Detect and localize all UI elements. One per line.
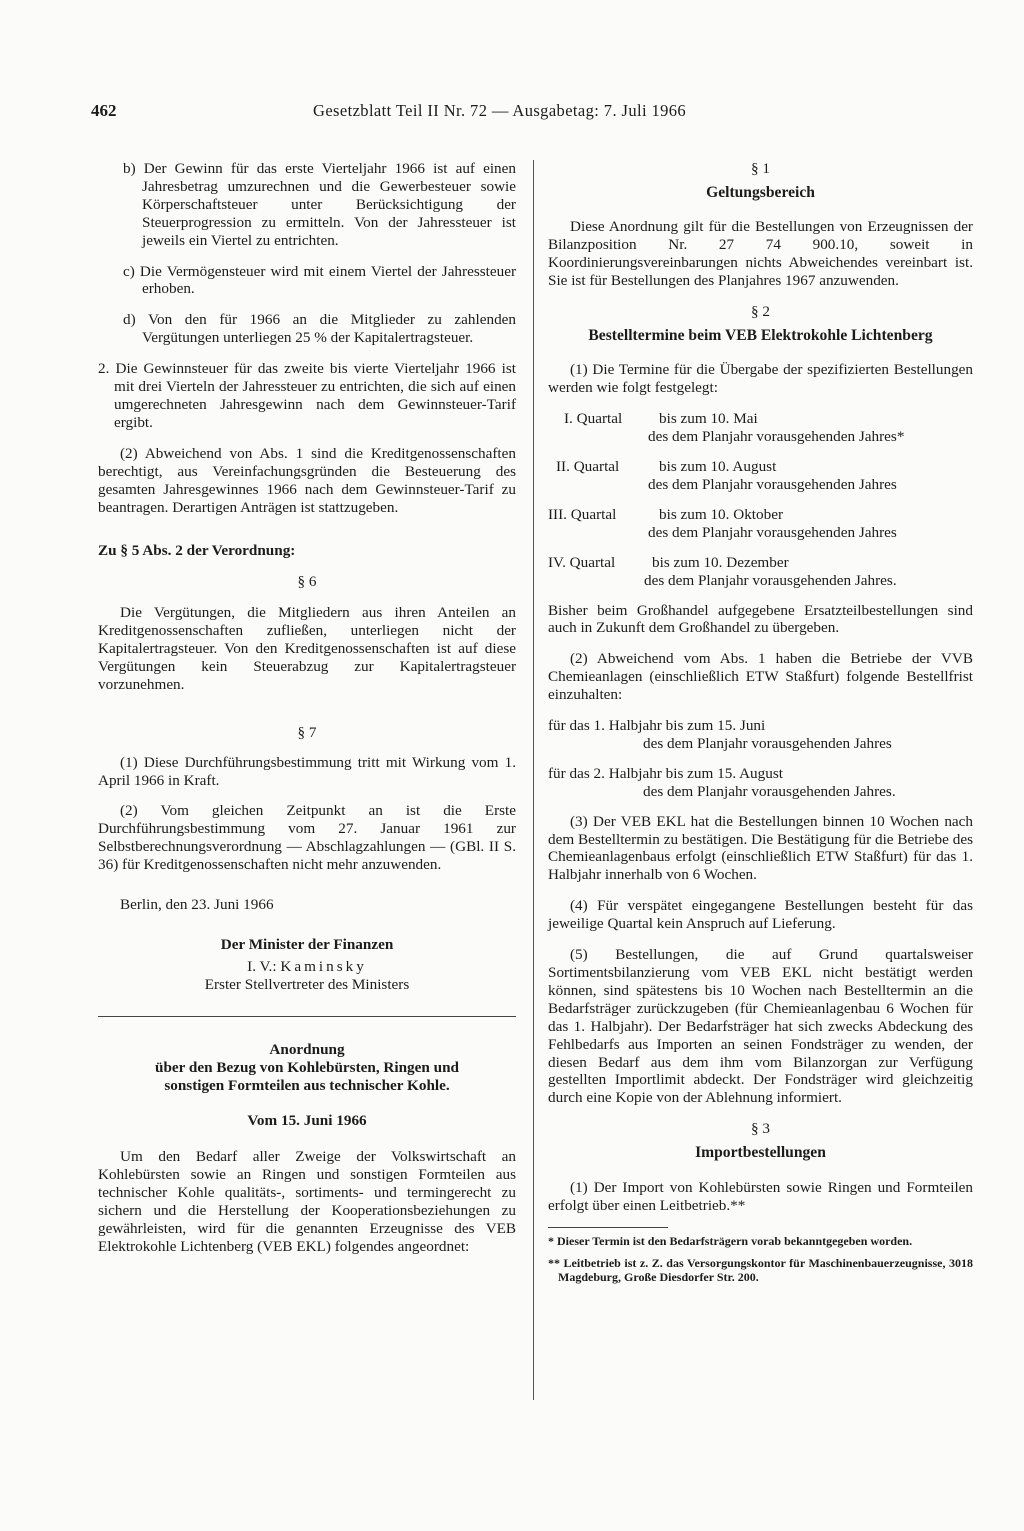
right-column <box>548 160 973 1292</box>
quarter-note: des dem Planjahr vorausgehenden Jahres* <box>648 428 905 446</box>
header-title: Gesetzblatt Teil II Nr. 72 — Ausgabetag: 7. Juli 1966 <box>313 101 687 120</box>
quarter-label: II. Quartal <box>556 458 620 476</box>
item-b: b) Der Gewinn für das erste Vierteljahr 1966 ist auf einen Jahresbetrag umzurechnen und die Gewerbesteuer sowie Körperschaftsteuer unter Berücksichtigung der Steuerprogression zu ermitteln. Von der Jahressteuer ist jeweils ein Viertel zu entrichten. <box>123 160 516 249</box>
quarter-note: des dem Planjahr vorausgehenden Jahres <box>648 475 897 493</box>
footnote-2: ** Leitbetrieb ist z. Z. das Versorgungskontor für Maschinenbauerzeugnisse, 3018 Magdeburg, Große Diesdorfer Str. 200. <box>548 1256 973 1285</box>
quarter-row <box>548 458 973 476</box>
footnote-1: * Dieser Termin ist den Bedarfsträgern vorab bekanntgegeben worden. <box>548 1234 913 1249</box>
quarter-deadline: bis zum 10. Mai <box>659 410 758 428</box>
bisher-text: Bisher beim Großhandel aufgegebene Ersatzteilbestellungen sind auch in Zukunft dem Großhandel zu übergeben. <box>548 601 973 637</box>
quarter-label: IV. Quartal <box>548 553 616 571</box>
signature-line <box>98 958 516 976</box>
section-2-abs-5: (5) Bestellungen, die auf Grund quartalsweiser Sortimentsbilanzierung vom VEB EKL nicht bestätigt werden können, sind spätestens bis 10 Wochen nach Bestelltermin an die Bedarfsträger zurückzugeben (für Chemieanlagenbau 6 Wochen für das 1. Halbjahr). Der Bedarfsträger hat sich zwecks Abdeckung des Fehlbedarfs aus Importen an seinen Fondsträger zu wenden, der diesen Bedarf aus dem ihm vom Bilanzorgan zur Verfügung gestellten Importlimit abdeckt. Der Fondsträger wird gleichzeitig durch eine Kopie von der Ablehnung informiert. <box>548 946 973 1107</box>
section-7-abs-2: (2) Vom gleichen Zeitpunkt an ist die Erste Durchführungsbestimmung vom 27. Januar 1961 zur Selbstberechnungsverordnung — Abschlagzahlungen — (GBl. II S. 36) für Kreditgenossenschaften nicht mehr anzuwenden. <box>98 802 516 874</box>
page-header <box>91 101 766 127</box>
section-2-abs-3: (3) Der VEB EKL hat die Bestellungen binnen 10 Wochen nach dem Bestelltermin zu bestätigen. Die Bestätigung für die Betriebe des Chemieanlagenbaus erfolgt (einschließlich ETW Staßfurt) für das 1. Halbjahr innerhalb von 6 Wochen. <box>548 812 973 884</box>
quarter-label: III. Quartal <box>548 505 617 523</box>
abs-2: (2) Abweichend von Abs. 1 sind die Kreditgenossenschaften berechtigt, aus Vereinfachungsgründen die Besteuerung des gesamten Jahresgewinnes 1966 nach dem Gewinnsteuer-Tarif zu beantragen. Derartigen Anträgen ist stattzugeben. <box>98 444 516 516</box>
section-2-title: Bestelltermine beim VEB Elektrokohle Lichtenberg <box>588 326 933 344</box>
halbjahr-deadline: für das 1. Halbjahr bis zum 15. Juni <box>548 717 766 735</box>
section-3-title: Importbestellungen <box>695 1144 826 1162</box>
halbjahr-note: des dem Planjahr vorausgehenden Jahres. <box>643 782 896 800</box>
halbjahr-list <box>548 717 973 801</box>
iv-prefix: I. V.: <box>247 957 277 975</box>
signatory-name: Kaminsky <box>280 957 367 975</box>
signatory-role: Erster Stellvertreter des Ministers <box>204 975 410 993</box>
quarter-note: des dem Planjahr vorausgehenden Jahres <box>648 523 897 541</box>
halbjahr-note: des dem Planjahr vorausgehenden Jahres <box>643 734 892 752</box>
quarter-label: I. Quartal <box>564 410 623 428</box>
section-1-title: Geltungsbereich <box>706 183 815 201</box>
quarter-row <box>548 506 973 524</box>
anordnung-subtitle-2: sonstigen Formteilen aus technischer Kohle. <box>164 1076 450 1094</box>
quarter-note: des dem Planjahr vorausgehenden Jahres. <box>644 571 897 589</box>
separator-rule <box>98 1016 516 1017</box>
quarter-list <box>548 410 973 589</box>
item-2: 2. Die Gewinnsteuer für das zweite bis vierte Vierteljahr 1966 ist mit drei Vierteln der Jahressteuer zu entrichten, die sich auf einen umgerechneten Jahresgewinn nach dem Gewinnsteuer-Tarif ergibt. <box>98 360 516 431</box>
section-2-abs-2: (2) Abweichend vom Abs. 1 haben die Betriebe der VVB Chemieanlagen (einschließlich ETW Staßfurt) folgende Bestellfrist einzuhalten: <box>548 650 973 704</box>
section-6-sign: § 6 <box>297 573 317 591</box>
quarter-deadline: bis zum 10. Oktober <box>659 505 784 523</box>
halbjahr-deadline: für das 2. Halbjahr bis zum 15. August <box>548 764 783 782</box>
quarter-deadline: bis zum 10. August <box>659 458 777 476</box>
left-column <box>98 160 516 1269</box>
section-3-abs-1: (1) Der Import von Kohlebürsten sowie Ringen und Formteilen erfolgt über einen Leitbetrieb.** <box>548 1178 973 1214</box>
place-date: Berlin, den 23. Juni 1966 <box>120 896 274 914</box>
section-7-sign: § 7 <box>297 723 317 741</box>
anordnung-intro: Um den Bedarf aller Zweige der Volkswirtschaft an Kohlebürsten sowie an Ringen und sonstigen Formteilen aus technischer Kohle qualitäts-, sortiments- und termingerecht zu sichern und die Herstellung der Kooperationsbeziehungen zu gewährleisten, wird für die genannten Erzeugnisse des VEB Elektrokohle Lichtenberg (VEB EKL) folgendes angeordnet: <box>98 1148 516 1255</box>
item-d: d) Von den für 1966 an die Mitglieder zu zahlenden Vergütungen unterliegen 25 % der Kapitalertragsteuer. <box>123 311 516 347</box>
anordnung-title: Anordnung <box>269 1040 345 1058</box>
section-2-abs-1: (1) Die Termine für die Übergabe der spezifizierten Bestellungen werden wie folgt festgelegt: <box>548 361 973 397</box>
section-2-abs-4: (4) Für verspätet eingegangene Bestellungen besteht für das jeweilige Quartal kein Anspruch auf Lieferung. <box>548 897 973 933</box>
page-number: 462 <box>91 101 117 120</box>
column-divider <box>533 160 534 1400</box>
section-1-sign: § 1 <box>751 160 770 177</box>
anordnung-date: Vom 15. Juni 1966 <box>247 1112 367 1130</box>
footnote-rule <box>548 1227 668 1228</box>
section-7-abs-1: (1) Diese Durchführungsbestimmung tritt mit Wirkung vom 1. April 1966 in Kraft. <box>98 753 516 789</box>
minister-title: Der Minister der Finanzen <box>220 936 394 953</box>
section-2-sign: § 2 <box>751 303 770 321</box>
quarter-row <box>548 410 973 428</box>
quarter-row <box>548 554 973 572</box>
section-3-sign: § 3 <box>751 1120 770 1138</box>
anordnung-subtitle-1: über den Bezug von Kohlebürsten, Ringen und <box>155 1058 459 1076</box>
section-6-text: Die Vergütungen, die Mitgliedern aus ihren Anteilen an Kreditgenossenschaften zufließen, unterliegen nicht der Kapitalertragsteuer. Von den Kreditgenossenschaften ist auf diese Vergütungen kein Steuerabzug zur Kapitalertragsteuer vorzunehmen. <box>98 604 516 693</box>
zu-heading: Zu § 5 Abs. 2 der Verordnung: <box>98 542 296 560</box>
quarter-deadline: bis zum 10. Dezember <box>652 553 789 571</box>
section-1-text: Diese Anordnung gilt für die Bestellungen von Erzeugnissen der Bilanzposition Nr. 27 74 900.10, soweit in Koordinierungsvereinbarungen nichts Abweichendes vereinbart ist. Sie ist für Bestellungen des Planjahres 1967 anzuwenden. <box>548 218 973 290</box>
item-c: c) Die Vermögensteuer wird mit einem Viertel der Jahressteuer erhoben. <box>123 262 516 298</box>
